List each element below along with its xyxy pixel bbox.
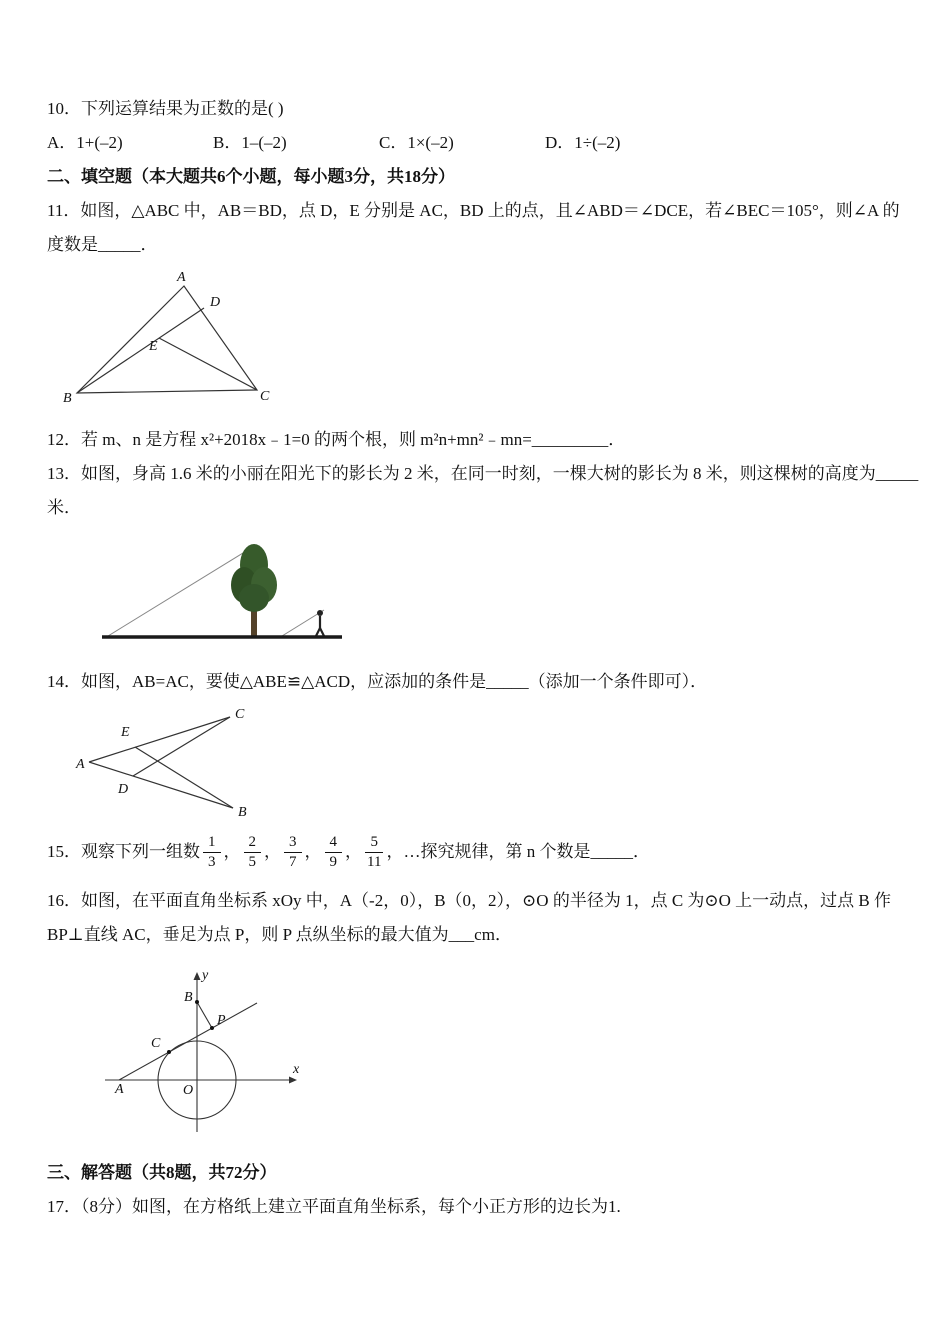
question-16-figure [97, 962, 902, 1142]
axis-label-x: x [293, 1061, 300, 1077]
point-label-c: C [151, 1035, 161, 1051]
separator: ， [386, 842, 404, 862]
point-c-dot [167, 1050, 171, 1054]
congruent-triangles-diagram [75, 705, 275, 820]
question-11-line1: 11．如图，△ABC 中，AB＝BD，点 D，E 分别是 AC，BD 上的点，且∠ABD＝∠DCE，若∠BEC＝105°，则∠A 的 [47, 201, 900, 220]
question-11-figure [59, 268, 902, 413]
point-label-b: B [184, 989, 193, 1005]
section-fill-in-title: 二、填空题（本大题共6个小题，每小题3分，共18分） [47, 167, 455, 186]
question-11-line2: 度数是_____． [47, 235, 158, 254]
triangle-abc-diagram [59, 268, 279, 408]
segment-ac [89, 717, 230, 762]
tree-shadow-diagram [102, 537, 342, 642]
option-d: D．1÷(–2) [545, 133, 621, 152]
question-13-line1: 13．如图，身高 1.6 米的小丽在阳光下的影长为 2 米，在同一时刻，一棵大树的影长为 8 米，则这棵树的高度为_____ [47, 464, 919, 483]
tree-crown [231, 544, 277, 612]
point-label-a: A [115, 1081, 124, 1097]
question-16-line2: BP⊥直线 AC，垂足为点 P，则 P 点纵坐标的最大值为___cm． [47, 924, 512, 944]
point-label-d: D [210, 295, 221, 310]
segment-cd [133, 717, 230, 776]
segment-bd [77, 308, 204, 393]
x-axis-arrow [289, 1076, 297, 1083]
point-label-d: D [118, 782, 129, 797]
line-ac [119, 1003, 257, 1080]
question-15-prefix: 15．观察下列一组数 [47, 842, 200, 862]
point-label-b: B [238, 805, 247, 820]
person-figure [316, 610, 324, 636]
question-14-figure [75, 705, 902, 825]
point-p-dot [210, 1026, 214, 1030]
y-axis-arrow [194, 972, 201, 980]
triangle-outline [77, 286, 257, 393]
point-label-c: C [260, 389, 270, 404]
point-b-dot [195, 1000, 199, 1004]
point-label-p: P [217, 1012, 226, 1028]
section-answer-title: 三、解答题（共8题，共72分） [47, 1162, 277, 1182]
fraction-4: $\frac{4}{9}$ [325, 833, 343, 872]
point-label-c: C [235, 707, 245, 722]
question-13-line2: 米． [47, 498, 81, 517]
segment-be [135, 747, 233, 808]
question-10-options [47, 126, 902, 160]
origin-label-o: O [183, 1082, 194, 1098]
fraction-2: $\frac{2}{5}$ [244, 833, 262, 872]
question-15 [47, 833, 902, 872]
point-dots [167, 1000, 214, 1054]
segment-ab [89, 762, 233, 808]
fraction-1: $\frac{1}{3}$ [203, 833, 221, 872]
question-15-suffix: …探究规律，第 n 个数是_____． [403, 842, 650, 862]
point-label-e: E [121, 725, 130, 740]
axis-label-y: y [202, 967, 209, 983]
question-17-text: 17．（8分）如图，在方格纸上建立平面直角坐标系，每个小正方形的边长为1. [47, 1196, 621, 1216]
separator: ， [345, 842, 362, 862]
question-12-text: 12．若 m、n 是方程 x²+2018x﹣1=0 的两个根，则 m²n+mn²﹣mn=_________． [47, 430, 626, 449]
question-16-line1: 16．如图，在平面直角坐标系 xOy 中，A（-2，0），B（0，2），⊙O 的半径为 1，点 C 为⊙O 上一动点，过点 B 作 [47, 890, 892, 910]
point-label-e: E [149, 339, 158, 354]
coordinate-circle-diagram [97, 962, 307, 1137]
point-label-a: A [76, 757, 85, 772]
segment-ce [159, 338, 257, 390]
segment-bp [197, 1002, 212, 1028]
option-b: B．1–(–2) [213, 133, 287, 152]
separator: ， [304, 842, 322, 862]
fraction-5: $\frac{5}{11}$ [367, 834, 382, 870]
point-label-b: B [63, 391, 72, 406]
point-label-a: A [177, 270, 186, 285]
separator: ， [264, 842, 281, 862]
question-13-figure [102, 537, 902, 647]
option-c: C．1×(–2) [379, 133, 454, 152]
question-14-text: 14．如图，AB=AC，要使△ABE≌△ACD，应添加的条件是_____（添加一个条件即可）． [47, 672, 708, 691]
question-10-text: 10．下列运算结果为正数的是( ) [47, 99, 284, 118]
option-a: A．1+(–2) [47, 133, 123, 152]
separator: ， [223, 842, 241, 862]
fraction-3: $\frac{3}{7}$ [284, 833, 302, 872]
